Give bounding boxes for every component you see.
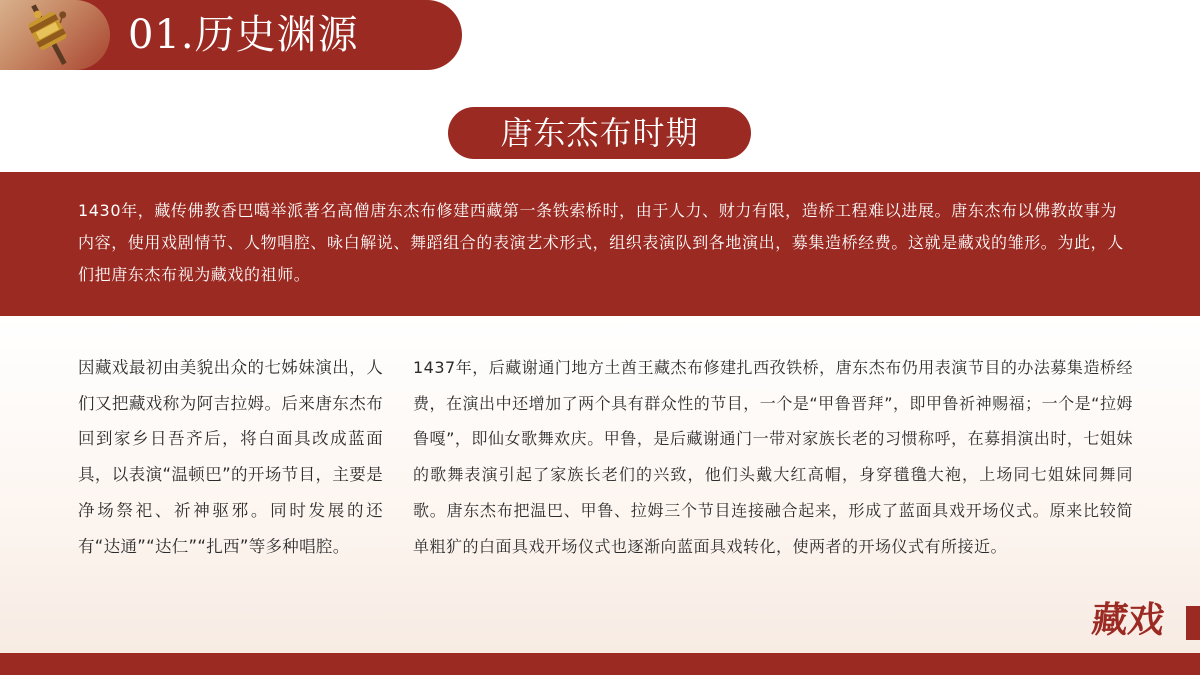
footer-bar [0, 653, 1200, 675]
section-subtitle: 唐东杰布时期 [448, 107, 751, 159]
intro-paragraph: 1430年，藏传佛教香巴噶举派著名高僧唐东杰布修建西藏第一条铁索桥时，由于人力、财力有限，造桥工程难以进展。唐东杰布以佛教故事为内容，使用戏剧情节、人物唱腔、咏白解说、舞蹈组合的表演艺术形式，组织表演队到各地演出，募集造桥经费。这就是藏戏的雏形。为此，人们把唐东杰布视为藏戏的祖师。 [78, 201, 1124, 284]
page-title: 01.历史渊源 [128, 12, 359, 58]
left-column-paragraph: 因藏戏最初由美貌出众的七姊妹演出，人们又把藏戏称为阿吉拉姆。后来唐东杰布回到家乡日吾齐后，将白面具改成蓝面具，以表演“温顿巴”的开场节目，主要是净场祭祀、祈神驱邪。同时发展的还有“达通”“达仁”“扎西”等多种唱腔。 [78, 358, 383, 556]
right-column-paragraph: 1437年，后藏谢通门地方土酋王藏杰布修建扎西孜铁桥，唐东杰布仍用表演节目的办法募集造桥经费，在演出中还增加了两个具有群众性的节目，一个是“甲鲁晋拜”，即甲鲁祈神赐福；一个是“拉姆鲁嘎”，即仙女歌舞欢庆。甲鲁，是后藏谢通门一带对家族长老的习惯称呼，在募捐演出时，七姐妹的歌舞表演引起了家族长老们的兴致，他们头戴大红高帽，身穿氆氇大袍，上场同七姐妹同舞同歌。唐东杰布把温巴、甲鲁、拉姆三个节目连接融合起来，形成了蓝面具戏开场仪式。原来比较简单粗犷的白面具戏开场仪式也逐渐向蓝面具戏转化，使两者的开场仪式有所接近。 [413, 358, 1133, 556]
stamp-logo: 藏戏 [1089, 599, 1167, 641]
stamp-accent-bar [1186, 606, 1200, 640]
prayer-wheel-icon [0, 0, 110, 70]
